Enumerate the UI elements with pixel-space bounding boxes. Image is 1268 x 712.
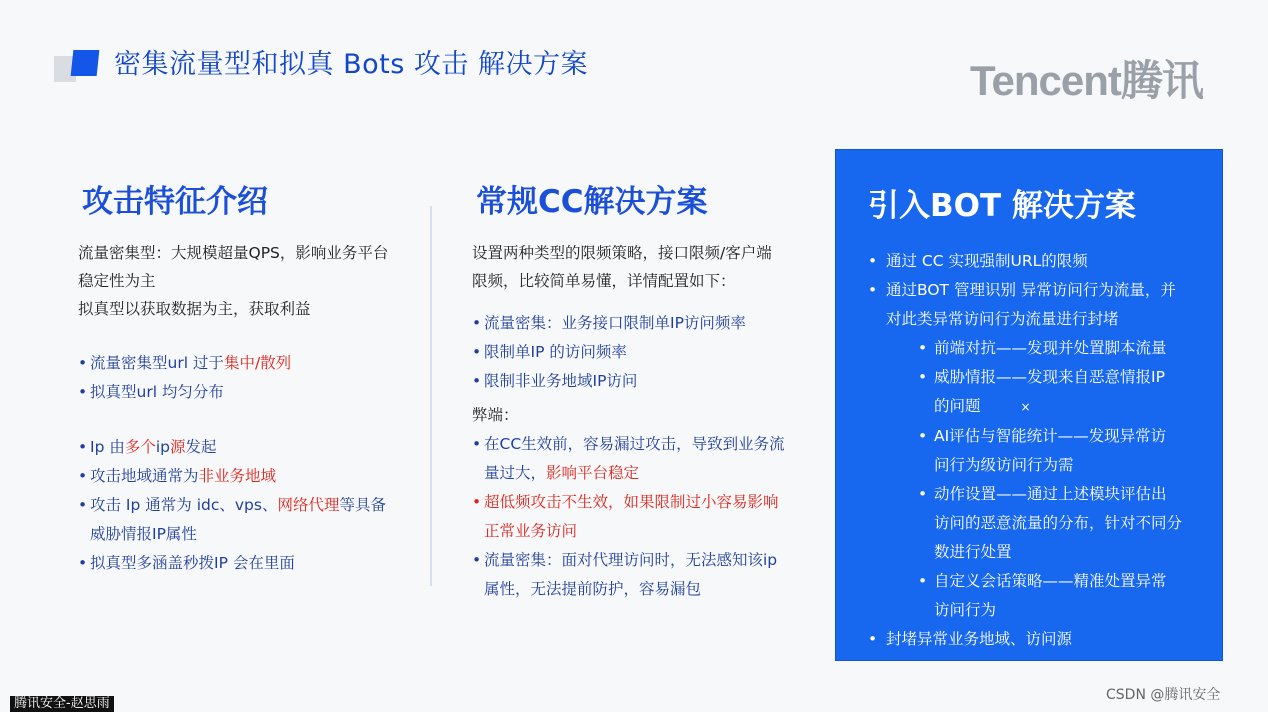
intro-line-3: 拟真型以获取数据为主，获取利益: [78, 300, 311, 318]
tencent-logo: Tencent腾讯: [970, 57, 1203, 104]
cc-item-3: • 限制非业务地域IP访问: [472, 367, 812, 396]
drawback-3: • 流量密集：面对代理访问时，无法感知该ip 属性，无法提前防护，容易漏包: [472, 546, 812, 604]
slide-title: 密集流量型和拟真 Bots 攻击 解决方案: [114, 49, 588, 80]
drawback-2: • 超低频攻击不生效，如果限制过小容易影响 正常业务访问: [472, 488, 812, 546]
cc-item-1: • 流量密集：业务接口限制单IP访问频率: [472, 309, 812, 338]
bot-item-2: • 通过BOT 管理识别 异常访问行为流量，并 对此类异常访问行为流量进行封堵: [836, 276, 1222, 334]
csdn-watermark: CSDN @腾讯安全: [1106, 687, 1221, 703]
feature-bullet-3: • Ip 由多个ip源发起: [78, 433, 418, 462]
cc-item-2: • 限制单IP 的访问频率: [472, 338, 812, 367]
attack-features-title: 攻击特征介绍: [82, 184, 268, 220]
feature-bullet-5: • 攻击 Ip 通常为 idc、vps、网络代理等具备 威胁情报IP属性: [78, 491, 418, 549]
bot-sub-item-2: • 威胁情报——发现来自恶意情报IP 的问题 ×: [836, 363, 1222, 422]
bot-solution-panel: [836, 150, 1222, 660]
bot-sub-item-1: • 前端对抗——发现并处置脚本流量: [836, 334, 1222, 363]
bot-item-1: • 通过 CC 实现强制URL的限频: [836, 247, 1222, 276]
feature-bullet-2: • 拟真型url 均匀分布: [78, 378, 418, 407]
blue-square-icon: [71, 50, 100, 76]
attack-features-column: [78, 176, 418, 578]
close-mark-icon: ×: [1020, 400, 1031, 414]
regular-cc-title: 常规CC解决方案: [476, 184, 708, 220]
cc-intro-line-2: 限频，比较简单易懂，详情配置如下：: [472, 272, 736, 290]
cc-intro-line-1: 设置两种类型的限频策略，接口限频/客户端: [472, 244, 772, 262]
feature-bullet-1: • 流量密集型url 过于集中/散列: [78, 349, 418, 378]
title-logo-icon: [54, 44, 102, 88]
bot-solution-title: 引入BOT 解决方案: [868, 188, 1136, 224]
bot-sub-item-3: • AI评估与智能统计——发现异常访 问行为级访问行为需: [836, 422, 1222, 480]
intro-line-1: 流量密集型：大规模超量QPS，影响业务平台: [78, 244, 389, 262]
column-divider: [430, 206, 432, 586]
bot-sub-item-4: • 动作设置——通过上述模块评估出 访问的恶意流量的分布，针对不同分 数进行处置: [836, 480, 1222, 567]
regular-cc-column: [472, 176, 812, 604]
feature-bullet-6: • 拟真型多涵盖秒拨IP 会在里面: [78, 549, 418, 578]
feature-bullet-4: • 攻击地域通常为非业务地域: [78, 462, 418, 491]
bot-sub-item-5: • 自定义会话策略——精准处置异常 访问行为: [836, 567, 1222, 625]
bot-item-3: • 封堵异常业务地域、访问源: [836, 625, 1222, 654]
drawbacks-label: 弊端：: [472, 406, 519, 424]
drawback-1: • 在CC生效前，容易漏过攻击，导致到业务流 量过大，影响平台稳定: [472, 430, 812, 488]
intro-line-2: 稳定性为主: [78, 272, 156, 290]
presenter-label: 腾讯安全-赵思雨: [10, 696, 114, 712]
